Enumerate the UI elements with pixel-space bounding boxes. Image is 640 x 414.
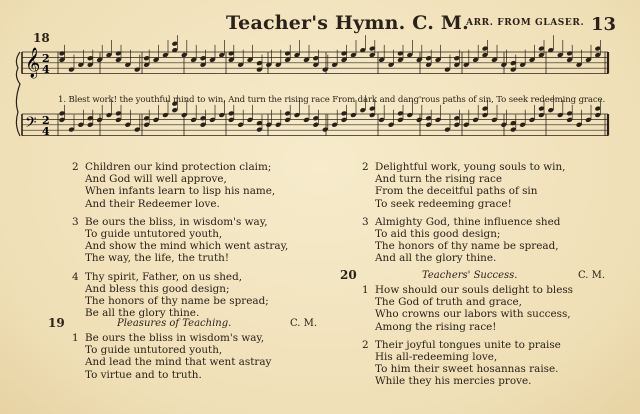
hymn-19-verses <box>72 332 271 387</box>
verse-line: Be all the glory thine. <box>85 307 200 320</box>
verse-number: 1 <box>72 332 79 344</box>
hymn-19-title: Pleasures of Teaching. <box>117 318 232 329</box>
verse-line: His all-redeeming love, <box>375 351 498 364</box>
verse <box>362 161 565 210</box>
verse-line: While they his mercies prove. <box>375 375 532 388</box>
verse-line: And all the glory thine. <box>375 252 497 265</box>
verse-line: Thy spirit, Father, on us shed, <box>85 270 243 283</box>
system-brace <box>16 52 20 136</box>
verse-line: And God will well approve, <box>85 173 227 186</box>
verse-1-lyric-line: 1. Blest work! the youthful mind to win, And turn the rising race From dark and dang'rous paths of sin, To seek redeeming grace. <box>58 95 606 105</box>
hymn-title: Teacher's Hymn. C. M. <box>226 12 469 34</box>
verse-line: When infants learn to lisp his name, <box>85 185 276 198</box>
verse-line: Be ours the bliss in wisdom's way, <box>85 332 265 344</box>
verse-line: To guide untutored youth, <box>85 228 223 241</box>
verse-line: The honors of thy name be spread; <box>85 295 269 308</box>
time-signature: 2 <box>42 114 50 127</box>
verse-line: To virtue and to truth. <box>85 368 202 381</box>
verse-number: 2 <box>362 161 369 173</box>
verse-line: Among the rising race! <box>375 320 497 333</box>
hymn-20-number: 20 <box>340 268 357 282</box>
verse-number: 1 <box>362 284 369 296</box>
hymn-18-verses-right <box>362 161 565 271</box>
verse-line: The way, the life, the truth! <box>85 252 230 265</box>
time-signature: 2 <box>42 52 50 65</box>
music-score <box>0 0 640 160</box>
verse <box>362 216 565 265</box>
tune-number: 18 <box>33 31 50 45</box>
verse <box>362 284 573 333</box>
page-number: 13 <box>591 14 617 35</box>
verse-line: How should our souls delight to bless <box>375 284 574 296</box>
verse-number: 3 <box>72 215 79 228</box>
hymn-18-verses-left <box>72 161 288 325</box>
verse <box>72 216 288 265</box>
verse-line: To aid this good design; <box>375 228 501 241</box>
staff-lines <box>16 47 608 138</box>
verse <box>72 332 271 381</box>
verse-line: To seek redeeming grace! <box>375 197 512 210</box>
verse-line: To him their sweet hosannas raise. <box>375 363 559 376</box>
time-signature: 4 <box>42 125 50 138</box>
verse-line: And bless this good design; <box>85 282 230 295</box>
verse-line: And lead the mind that went astray <box>85 356 272 369</box>
verse-number: 2 <box>72 161 79 173</box>
time-signature: 4 <box>42 63 50 76</box>
verse-line: Their joyful tongues unite to praise <box>375 338 561 351</box>
verse-line: The God of truth and grace, <box>375 296 522 309</box>
verse-line: And their Redeemer love. <box>85 197 220 210</box>
bass-clef: 𝄢 <box>25 114 37 135</box>
hymn-19-meter: C. M. <box>290 318 318 329</box>
hymn-20-verses <box>362 284 573 394</box>
verse-number: 3 <box>362 215 369 228</box>
verse-number: 4 <box>72 270 79 283</box>
hymn-20-title: Teachers' Success. <box>422 270 518 281</box>
verse <box>72 271 288 320</box>
music-notes <box>59 35 601 132</box>
verse-line: And turn the rising race <box>375 173 503 186</box>
verse-line: Who crowns our labors with success, <box>375 308 571 321</box>
treble-clef: 𝄞 <box>25 48 41 78</box>
verse-line: From the deceitful paths of sin <box>375 185 538 198</box>
hymn-20-meter: C. M. <box>578 270 606 281</box>
verse-line: Almighty God, thine influence shed <box>375 215 561 228</box>
verse <box>72 161 288 210</box>
verse-line: Be ours the bliss, in wisdom's way, <box>85 215 268 228</box>
verse-line: Delightful work, young souls to win, <box>375 161 566 173</box>
verse-line: Children our kind protection claim; <box>85 161 272 173</box>
hymn-19-number: 19 <box>48 316 65 330</box>
verse-line: To guide untutored youth, <box>85 344 223 357</box>
verse-number: 2 <box>362 338 369 351</box>
verse-line: And show the mind which went astray, <box>85 240 289 253</box>
verse <box>362 339 573 388</box>
verse-line: The honors of thy name be spread, <box>375 240 559 253</box>
arranger-credit: ARR. FROM GLASER. <box>466 18 585 28</box>
